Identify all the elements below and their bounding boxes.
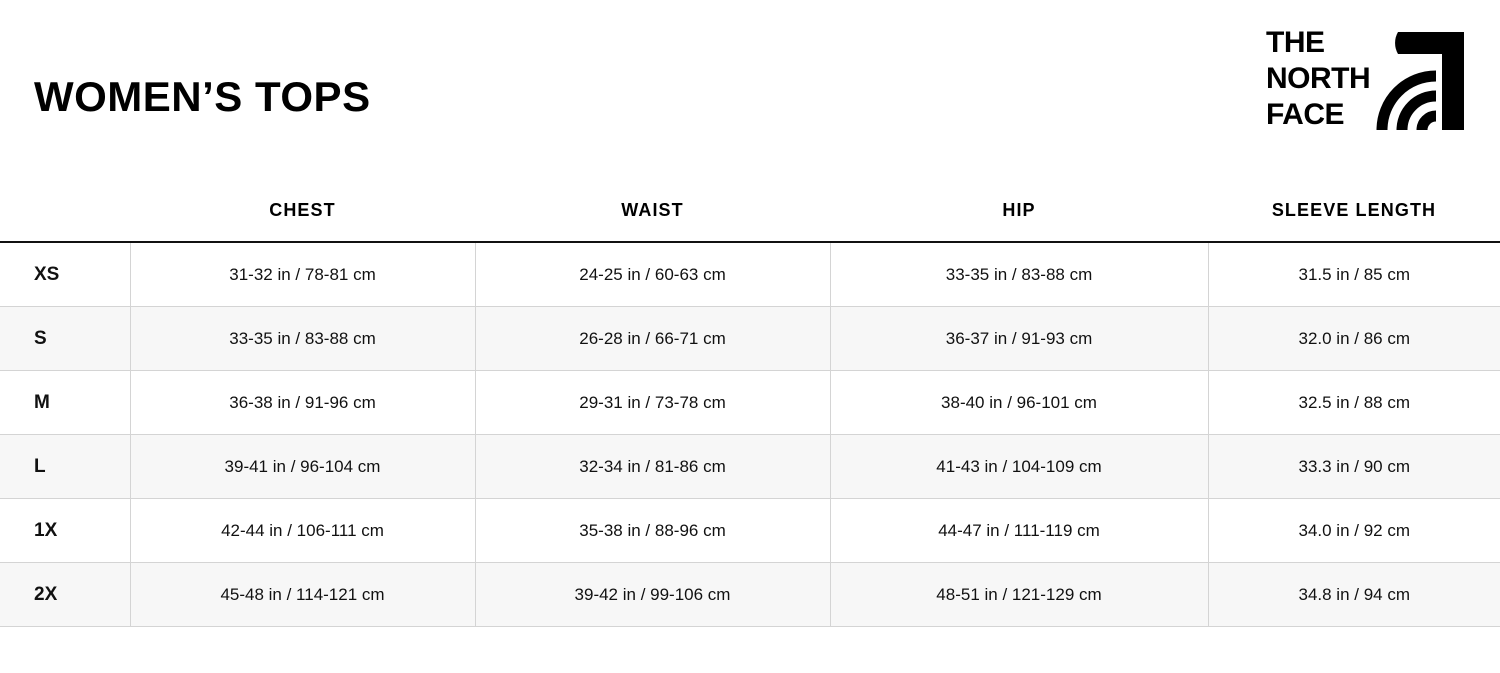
table-row [0,563,1500,627]
cell-chest: 45-48 in / 114-121 cm [130,563,475,627]
row-size-label: M [0,371,130,435]
row-size-label: XS [0,242,130,307]
cell-hip: 36-37 in / 91-93 cm [830,307,1208,371]
table-row [0,242,1500,307]
size-chart-table [0,200,1500,627]
row-size-label: S [0,307,130,371]
cell-hip: 38-40 in / 96-101 cm [830,371,1208,435]
column-header-size [0,200,130,242]
row-size-label: 1X [0,499,130,563]
cell-hip: 44-47 in / 111-119 cm [830,499,1208,563]
cell-hip: 48-51 in / 121-129 cm [830,563,1208,627]
table-header [0,200,1500,242]
cell-chest: 36-38 in / 91-96 cm [130,371,475,435]
cell-sleeve: 34.0 in / 92 cm [1208,499,1500,563]
cell-sleeve: 32.0 in / 86 cm [1208,307,1500,371]
cell-sleeve: 31.5 in / 85 cm [1208,242,1500,307]
table-row [0,499,1500,563]
cell-waist: 26-28 in / 66-71 cm [475,307,830,371]
row-size-label: 2X [0,563,130,627]
cell-waist: 24-25 in / 60-63 cm [475,242,830,307]
column-header-hip: HIP [830,200,1208,242]
column-header-chest: CHEST [130,200,475,242]
the-north-face-logo-icon [1266,26,1464,134]
cell-chest: 33-35 in / 83-88 cm [130,307,475,371]
row-size-label: L [0,435,130,499]
svg-text:NORTH: NORTH [1266,62,1371,95]
svg-text:THE: THE [1266,26,1325,59]
table-body [0,242,1500,627]
cell-sleeve: 33.3 in / 90 cm [1208,435,1500,499]
svg-text:FACE: FACE [1266,98,1345,131]
column-header-sleeve-length: SLEEVE LENGTH [1208,200,1500,242]
table-row [0,435,1500,499]
cell-waist: 32-34 in / 81-86 cm [475,435,830,499]
cell-hip: 41-43 in / 104-109 cm [830,435,1208,499]
cell-sleeve: 32.5 in / 88 cm [1208,371,1500,435]
cell-chest: 39-41 in / 96-104 cm [130,435,475,499]
table-row [0,371,1500,435]
column-header-waist: WAIST [475,200,830,242]
cell-chest: 31-32 in / 78-81 cm [130,242,475,307]
cell-waist: 29-31 in / 73-78 cm [475,371,830,435]
cell-hip: 33-35 in / 83-88 cm [830,242,1208,307]
cell-waist: 35-38 in / 88-96 cm [475,499,830,563]
cell-sleeve: 34.8 in / 94 cm [1208,563,1500,627]
page-title: WOMEN’S TOPS [34,73,371,120]
table-row [0,307,1500,371]
cell-waist: 39-42 in / 99-106 cm [475,563,830,627]
cell-chest: 42-44 in / 106-111 cm [130,499,475,563]
